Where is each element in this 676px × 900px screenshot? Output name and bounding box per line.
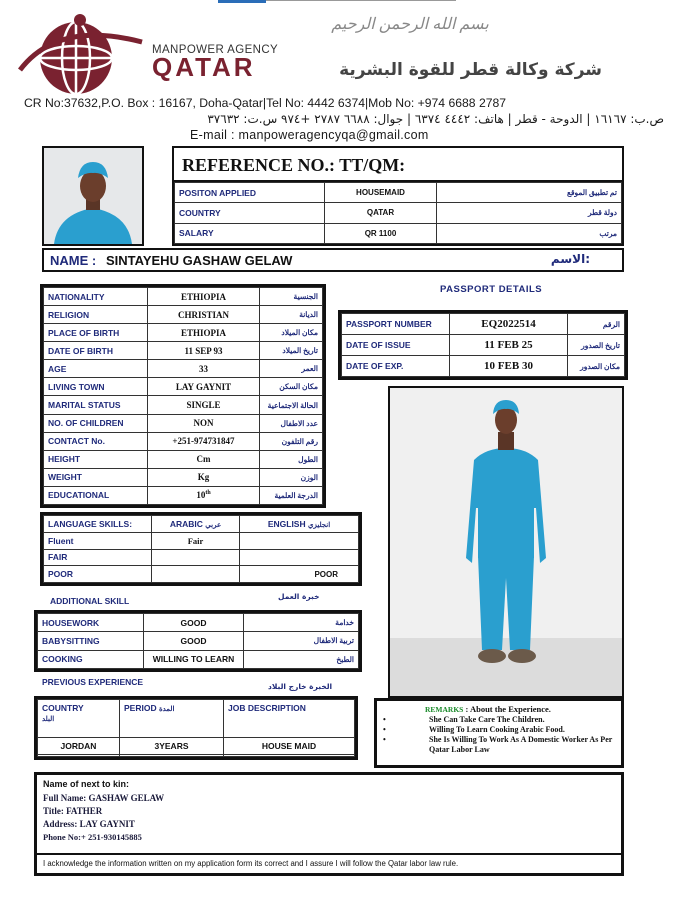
reference-value: HOUSEMAID (325, 183, 437, 203)
passport-details-title: PASSPORT DETAILS (440, 284, 543, 295)
skill-value: GOOD (144, 614, 244, 632)
passport-table (338, 310, 628, 380)
personal-label-arabic: الحالة الاجتماعية (260, 396, 323, 414)
reference-label-arabic: تم تطبيق الموقع (437, 183, 622, 203)
reference-label-arabic: مرتب (437, 223, 622, 243)
experience-period: 3YEARS (120, 738, 224, 755)
personal-row (44, 486, 323, 504)
applicant-portrait-photo (42, 146, 144, 246)
personal-label-arabic: تاريخ الميلاد (260, 342, 323, 360)
skill-value: WILLING TO LEARN (144, 650, 244, 668)
personal-value: Kg (148, 468, 260, 486)
skill-label: COOKING (38, 650, 144, 668)
personal-row (44, 342, 323, 360)
language-english-header (240, 516, 359, 533)
personal-label-arabic: الوزن (260, 468, 323, 486)
language-arabic-value (152, 549, 240, 566)
agency-name-arabic: شركة وكالة قطر للقوة البشرية (339, 60, 602, 80)
next-of-kin-box (34, 772, 624, 876)
personal-value: LAY GAYNIT (148, 378, 260, 396)
personal-value (148, 486, 260, 504)
experience-empty-cell (224, 755, 355, 757)
remarks-label: REMARKS (425, 705, 464, 714)
previous-experience-table (34, 696, 358, 760)
personal-row (44, 432, 323, 450)
personal-row (44, 360, 323, 378)
kin-title: Name of next to kin: (43, 779, 130, 789)
skill-label-arabic: تربية الاطفال (244, 632, 359, 650)
personal-info-table (40, 284, 326, 508)
reference-label: COUNTRY (175, 203, 325, 223)
personal-row (44, 450, 323, 468)
education-suffix: th (205, 490, 211, 497)
personal-row (44, 288, 323, 306)
personal-label: MARITAL STATUS (44, 396, 148, 414)
additional-skill-table (34, 610, 362, 672)
kin-phone: Phone No:+ 251-930145885 (43, 832, 142, 842)
contact-line-arabic: ص.ب: ١٦١٦٧ | الدوحة - قطر | هاتف: ٤٤٤٢ ٦٣٧٤ | جوال: ٦٦٨٨ ٢٧٨٧ +٩٧٤ س.ت: ٣٧٦٣٢ (207, 112, 664, 126)
personal-label: AGE (44, 360, 148, 378)
personal-label-arabic: الدرجة العلمية (260, 486, 323, 504)
reference-title: REFERENCE NO.: TT/QM: (174, 148, 622, 182)
skill-row (38, 632, 359, 650)
applicant-full-body-photo (388, 386, 624, 698)
experience-header-row (38, 700, 355, 738)
remark-item (383, 735, 615, 755)
skill-row (38, 650, 359, 668)
language-arabic-header (152, 516, 240, 533)
remarks-heading (383, 704, 615, 714)
passport-label-arabic: تاريخ الصدور (568, 335, 625, 356)
personal-label: EDUCATIONAL (44, 486, 148, 504)
personal-label-arabic: رقم التلفون (260, 432, 323, 450)
remark-item (383, 715, 615, 725)
passport-label-arabic: مكان الصدور (568, 356, 625, 377)
personal-label: LIVING TOWN (44, 378, 148, 396)
agency-name-small: MANPOWER AGENCY (152, 44, 279, 56)
personal-value: 33 (148, 360, 260, 378)
period-label-ar: المدة (158, 706, 175, 713)
language-header-row (44, 516, 359, 533)
personal-value: ETHIOPIA (148, 324, 260, 342)
reference-label-arabic: دولة قطر (437, 203, 622, 223)
education-value: 10 (196, 490, 206, 501)
remark-text: Willing To Learn Cooking Arabic Food. (429, 725, 565, 734)
reference-row (175, 183, 622, 203)
agency-name-qatar: QATAR (152, 52, 256, 82)
personal-label-arabic: الديانة (260, 306, 323, 324)
remark-text: She Is Willing To Work As A Domestic Worker As Per Qatar Labor Law (429, 735, 613, 754)
language-header-label: LANGUAGE SKILLS: (44, 516, 152, 533)
kin-full-name: Full Name: GASHAW GELAW (43, 793, 165, 803)
personal-value: NON (148, 414, 260, 432)
english-label: ENGLISH (267, 518, 306, 529)
bullet-icon: • (383, 715, 386, 724)
personal-label: NO. OF CHILDREN (44, 414, 148, 432)
reference-value: QATAR (325, 203, 437, 223)
personal-label-arabic: عدد الاطفال (260, 414, 323, 432)
passport-label: DATE OF EXP. (342, 356, 450, 377)
passport-label-arabic: الرقم (568, 314, 625, 335)
language-level-label: Fluent (44, 532, 152, 549)
personal-row (44, 324, 323, 342)
experience-country-header (38, 700, 120, 738)
personal-label-arabic: العمر (260, 360, 323, 378)
arabic-label: ARABIC (169, 518, 203, 529)
name-label-arabic: الاسم: (550, 252, 590, 266)
remarks-box (374, 698, 624, 768)
remark-text: She Can Take Care The Children. (429, 715, 545, 724)
language-english-value (240, 549, 359, 566)
reference-box (172, 146, 624, 246)
name-label: NAME : (50, 253, 97, 268)
email-line: E-mail : manpoweragencyqa@gmail.com (190, 128, 429, 142)
experience-country: JORDAN (38, 738, 120, 755)
personal-row (44, 306, 323, 324)
passport-value: 10 FEB 30 (450, 356, 568, 377)
experience-empty-cell (38, 755, 120, 757)
declaration-text: I acknowledge the information written on my application form its correct and I assure I will follow the Qatar labor law rule. (43, 859, 459, 868)
personal-label-arabic: مكان الميلاد (260, 324, 323, 342)
english-label-ar: انجليزي (307, 521, 331, 529)
personal-value: SINGLE (148, 396, 260, 414)
skill-label-arabic: الطبخ (244, 650, 359, 668)
kin-relation: Title: FATHER (43, 806, 103, 816)
contact-line-english: CR No:37632,P.O. Box : 16167, Doha-Qatar|Tel No: 4442 6374|Mob No: +974 6688 2787 (24, 96, 507, 110)
personal-label-arabic: الطول (260, 450, 323, 468)
skill-row (38, 614, 359, 632)
top-thin-line (266, 0, 456, 1)
skill-label: BABYSITTING (38, 632, 144, 650)
personal-label: NATIONALITY (44, 288, 148, 306)
personal-label: WEIGHT (44, 468, 148, 486)
personal-value: 11 SEP 93 (148, 342, 260, 360)
personal-label: DATE OF BIRTH (44, 342, 148, 360)
name-bar (42, 248, 624, 272)
personal-row (44, 396, 323, 414)
bismillah-calligraphy: بسم الله الرحمن الرحيم (331, 16, 489, 33)
country-label: COUNTRY (42, 703, 84, 713)
experience-job: HOUSE MAID (224, 738, 355, 755)
passport-value: 11 FEB 25 (450, 335, 568, 356)
language-level-label: POOR (44, 566, 152, 583)
globe-logo-icon (18, 12, 146, 96)
reference-value: QR 1100 (325, 223, 437, 243)
arabic-label-ar: عربي (205, 521, 222, 529)
remark-item (383, 725, 615, 735)
personal-value: +251-974731847 (148, 432, 260, 450)
personal-row (44, 378, 323, 396)
skill-label: HOUSEWORK (38, 614, 144, 632)
experience-empty-row (38, 755, 355, 757)
reference-label: POSITON APPLIED (175, 183, 325, 203)
language-row (44, 566, 359, 583)
applicant-name: SINTAYEHU GASHAW GELAW (106, 253, 293, 268)
period-label: PERIOD (124, 703, 157, 713)
language-english-value: POOR (240, 566, 359, 583)
passport-row (342, 314, 625, 335)
personal-label: CONTACT No. (44, 432, 148, 450)
personal-value: Cm (148, 450, 260, 468)
personal-label: PLACE OF BIRTH (44, 324, 148, 342)
experience-row (38, 738, 355, 755)
country-label-ar: البلد (42, 716, 55, 723)
reference-row (175, 223, 622, 243)
language-english-value (240, 532, 359, 549)
personal-value: CHRISTIAN (148, 306, 260, 324)
additional-skill-title-arabic: خبرة العمل (278, 592, 320, 601)
kin-address: Address: LAY GAYNIT (43, 819, 135, 829)
declaration-divider (37, 853, 621, 855)
language-row (44, 549, 359, 566)
reference-row (175, 203, 622, 223)
previous-experience-title-arabic: الخبرة خارج البلاد (268, 682, 333, 691)
passport-row (342, 335, 625, 356)
passport-label: PASSPORT NUMBER (342, 314, 450, 335)
language-arabic-value (152, 566, 240, 583)
top-accent-line (218, 0, 266, 3)
personal-value: ETHIOPIA (148, 288, 260, 306)
experience-period-header (120, 700, 224, 738)
skill-value: GOOD (144, 632, 244, 650)
personal-row (44, 414, 323, 432)
experience-empty-cell (120, 755, 224, 757)
previous-experience-title: PREVIOUS EXPERIENCE (42, 677, 144, 687)
language-arabic-value: Fair (152, 532, 240, 549)
remarks-list (383, 715, 615, 755)
skill-label-arabic: خدامة (244, 614, 359, 632)
additional-skill-title: ADDITIONAL SKILL (50, 596, 130, 606)
language-level-label: FAIR (44, 549, 152, 566)
personal-label: HEIGHT (44, 450, 148, 468)
reference-table (174, 182, 622, 244)
reference-label: SALARY (175, 223, 325, 243)
personal-label: RELIGION (44, 306, 148, 324)
bullet-icon: • (383, 735, 386, 744)
experience-job-header: JOB DESCRIPTION (224, 700, 355, 738)
personal-row (44, 468, 323, 486)
passport-row (342, 356, 625, 377)
language-skills-table (40, 512, 362, 586)
personal-label-arabic: مكان السكن (260, 378, 323, 396)
bullet-icon: • (383, 725, 386, 734)
personal-label-arabic: الجنسية (260, 288, 323, 306)
passport-value: EQ2022514 (450, 314, 568, 335)
remarks-title: : About the Experience. (465, 704, 551, 714)
passport-label: DATE OF ISSUE (342, 335, 450, 356)
language-row (44, 532, 359, 549)
